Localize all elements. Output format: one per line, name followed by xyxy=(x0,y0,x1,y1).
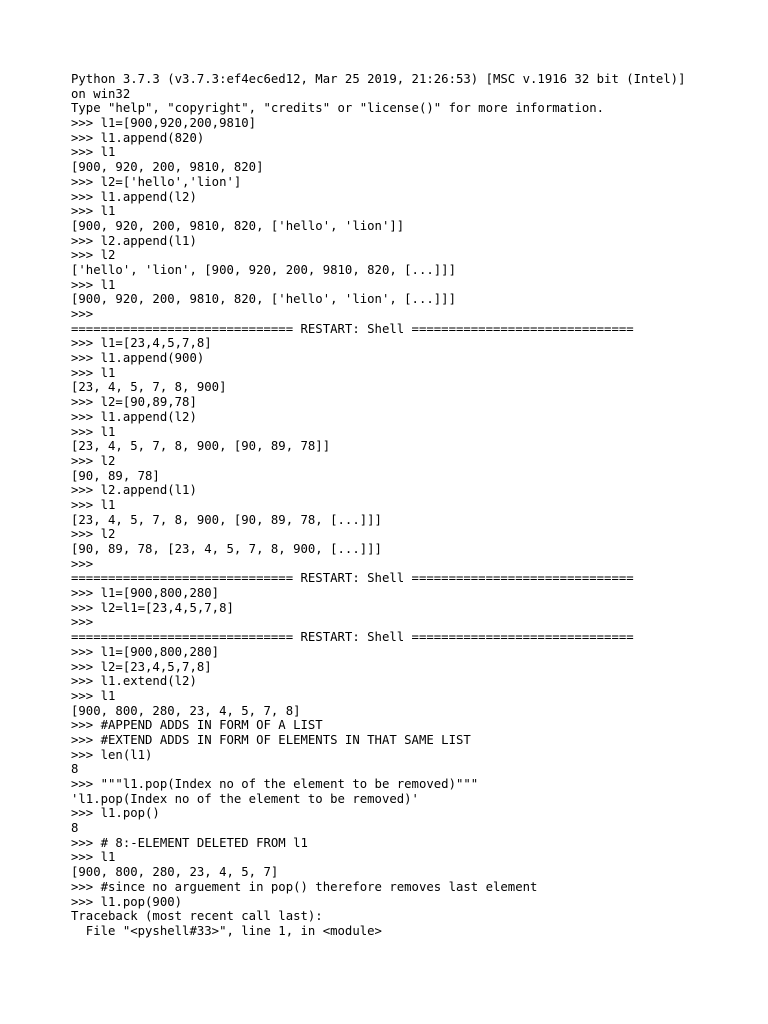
shell-prompt-line: >>> l1 xyxy=(71,277,116,292)
shell-prompt-line: >>> l1 xyxy=(71,497,116,512)
shell-prompt-line: >>> l2.append(l1) xyxy=(71,233,197,248)
shell-prompt-line: >>> l1.pop() xyxy=(71,806,160,821)
python-shell-transcript xyxy=(71,72,741,939)
shell-prompt-line: >>> l2=['hello','lion'] xyxy=(71,174,242,189)
shell-banner-line: on win32 xyxy=(71,86,131,101)
shell-prompt-line: >>> xyxy=(71,615,94,630)
shell-output-line: 8 xyxy=(71,821,79,836)
shell-output-line: [23, 4, 5, 7, 8, 900, [90, 89, 78, [...]]] xyxy=(71,512,382,527)
shell-prompt-line: >>> l1 xyxy=(71,145,116,160)
shell-output-line: 8 xyxy=(71,762,79,777)
shell-output-line: [900, 920, 200, 9810, 820] xyxy=(71,160,264,175)
traceback-line: Traceback (most recent call last): xyxy=(71,909,323,924)
shell-prompt-line: >>> xyxy=(71,556,94,571)
shell-prompt-line: >>> l1=[900,800,280] xyxy=(71,644,220,659)
restart-separator: ============================== RESTART: Shell ============================== xyxy=(71,321,634,336)
shell-output-line: [23, 4, 5, 7, 8, 900] xyxy=(71,380,227,395)
shell-prompt-line: >>> l1.append(900) xyxy=(71,351,205,366)
shell-prompt-line: >>> #EXTEND ADDS IN FORM OF ELEMENTS IN THAT SAME LIST xyxy=(71,732,471,747)
shell-output-line: 'l1.pop(Index no of the element to be removed)' xyxy=(71,791,419,806)
restart-separator: ============================== RESTART: Shell ============================== xyxy=(71,630,634,645)
shell-output-line: ['hello', 'lion', [900, 920, 200, 9810, 820, [...]]] xyxy=(71,262,456,277)
shell-output-line: [900, 920, 200, 9810, 820, ['hello', 'lion']] xyxy=(71,218,405,233)
shell-prompt-line: >>> l1=[900,920,200,9810] xyxy=(71,116,257,131)
shell-prompt-line: >>> l2 xyxy=(71,453,116,468)
shell-prompt-line: >>> l1.pop(900) xyxy=(71,894,183,909)
shell-banner-line: Type "help", "copyright", "credits" or "license()" for more information. xyxy=(71,101,605,116)
shell-prompt-line: >>> l1 xyxy=(71,204,116,219)
shell-prompt-line: >>> l1.extend(l2) xyxy=(71,674,197,689)
shell-prompt-line: >>> l2=[23,4,5,7,8] xyxy=(71,659,212,674)
shell-prompt-line: >>> l1.append(820) xyxy=(71,130,205,145)
shell-banner-line: Python 3.7.3 (v3.7.3:ef4ec6ed12, Mar 25 2019, 21:26:53) [MSC v.1916 32 bit (Intel)] xyxy=(71,72,686,86)
traceback-line: File "<pyshell#33>", line 1, in <module> xyxy=(71,923,382,938)
shell-prompt-line: >>> l1.append(l2) xyxy=(71,409,197,424)
shell-prompt-line: >>> #APPEND ADDS IN FORM OF A LIST xyxy=(71,718,323,733)
shell-prompt-line: >>> l2 xyxy=(71,527,116,542)
shell-output-line: [900, 800, 280, 23, 4, 5, 7] xyxy=(71,865,279,880)
shell-output-line: [900, 800, 280, 23, 4, 5, 7, 8] xyxy=(71,703,301,718)
shell-prompt-line: >>> l2.append(l1) xyxy=(71,483,197,498)
shell-prompt-line: >>> l1 xyxy=(71,424,116,439)
shell-prompt-line: >>> l2=l1=[23,4,5,7,8] xyxy=(71,600,234,615)
shell-prompt-line: >>> l1.append(l2) xyxy=(71,189,197,204)
restart-separator: ============================== RESTART: Shell ============================== xyxy=(71,571,634,586)
shell-prompt-line: >>> l1=[23,4,5,7,8] xyxy=(71,336,212,351)
shell-output-line: [900, 920, 200, 9810, 820, ['hello', 'lion', [...]]] xyxy=(71,292,456,307)
shell-output-line: [23, 4, 5, 7, 8, 900, [90, 89, 78]] xyxy=(71,439,331,454)
shell-prompt-line: >>> xyxy=(71,307,94,321)
shell-prompt-line: >>> l1 xyxy=(71,365,116,380)
shell-prompt-line: >>> len(l1) xyxy=(71,747,153,762)
shell-prompt-line: >>> # 8:-ELEMENT DELETED FROM l1 xyxy=(71,835,308,850)
shell-prompt-line: >>> #since no arguement in pop() therefore removes last element xyxy=(71,879,538,894)
shell-output-line: [90, 89, 78] xyxy=(71,468,160,483)
shell-prompt-line: >>> l2 xyxy=(71,248,116,263)
shell-prompt-line: >>> l1 xyxy=(71,688,116,703)
shell-output-line: [90, 89, 78, [23, 4, 5, 7, 8, 900, [...]]] xyxy=(71,542,382,556)
shell-prompt-line: >>> l1 xyxy=(71,850,116,865)
shell-prompt-line: >>> l1=[900,800,280] xyxy=(71,586,220,601)
shell-prompt-line: >>> """l1.pop(Index no of the element to be removed)""" xyxy=(71,777,479,791)
shell-prompt-line: >>> l2=[90,89,78] xyxy=(71,395,197,410)
